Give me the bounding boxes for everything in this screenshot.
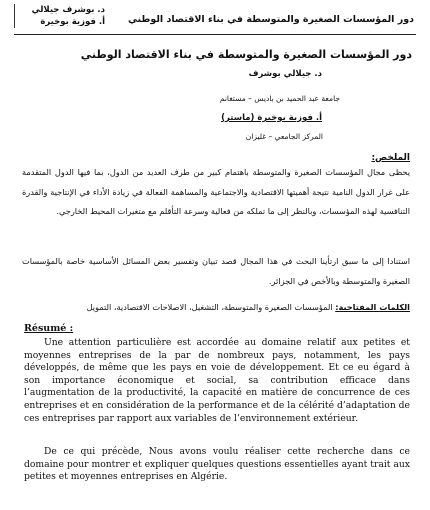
running-header-authors (14, 4, 105, 28)
running-author-2: أ. فوزية بوخيرة (40, 17, 105, 27)
author-2: أ. فوزية بوخيرة (ماستر) (221, 113, 322, 123)
keywords-line (87, 302, 410, 312)
arabic-abstract-paragraph-1: يحظى مجال المؤسسات الصغيرة والمتوسطة باهتمام كبير من طرف العديد من الدول، بما فيها الدول المتقدمة على غرار الدول النامية نتيجة أهميتها الاقتصادية والاجتماعية والمساهمة الفعالة في زيادة الأداء في الإنتاجية والقدرة التنافسية لهذه المؤسسات، وبالنظر إلى ما تملكه من فعالية وسرعة التأقلم مع متغيرات المحيط الخارجي. (22, 167, 410, 217)
french-abstract-paragraph-2: De ce qui précède, Nous avons voulu réaliser cette recherche dans ce domaine pour montrer et expliquer quelques questions essentielles ayant trait aux petites et moyennes entreprises en Algérie. (24, 446, 410, 483)
arabic-abstract-paragraph-2: استنادا إلى ما سبق ارتأينا البحث في هذا المجال قصد تبيان وتفسير بعض المسائل الأساسية خاصة بالمؤسسات الصغيرة والمتوسطة وبالأخص في الجزائر. (22, 256, 410, 286)
french-abstract-paragraph-1: Une attention particulière est accordée au domaine relatif aux petites et moyennes entreprises de la par de nombreux pays, notamment, les pays développés, de même que les pays en voie de développement. Et ce eu égard à son importance économique et social, sa contribution efficace dans l’augmentation de la productivité, la capacité en matière de concurrence de ces entreprises et en considération de la performance et de la célérité d’adaptation de ces entreprises par rapport aux variables de l’environnement extérieur. (24, 337, 410, 424)
header-rule (14, 34, 416, 35)
author-1: د. جيلالي بوشرف (248, 69, 322, 79)
affiliation-1: جامعة عبد الحميد بن باديس – مستغانم (219, 94, 340, 103)
running-author-1: د. بوشرف جيلالي (31, 5, 105, 15)
article-title: دور المؤسسات الصغيرة والمتوسطة في بناء الاقتصاد الوطني (80, 48, 412, 61)
french-abstract-heading: Résumé : (24, 323, 74, 334)
keywords-label: الكلمات المفتاحية: (335, 302, 410, 312)
affiliation-2: المركز الجامعي – غليزان (245, 132, 323, 141)
running-header-title: دور المؤسسات الصغيرة والمتوسطة في بناء الاقتصاد الوطني (127, 14, 414, 25)
keywords-text: المؤسسات الصغيرة والمتوسطة، التشغيل، الاصلاحات الاقتصادية، التمويل (86, 302, 333, 312)
arabic-abstract-heading: الملخص: (371, 153, 410, 163)
